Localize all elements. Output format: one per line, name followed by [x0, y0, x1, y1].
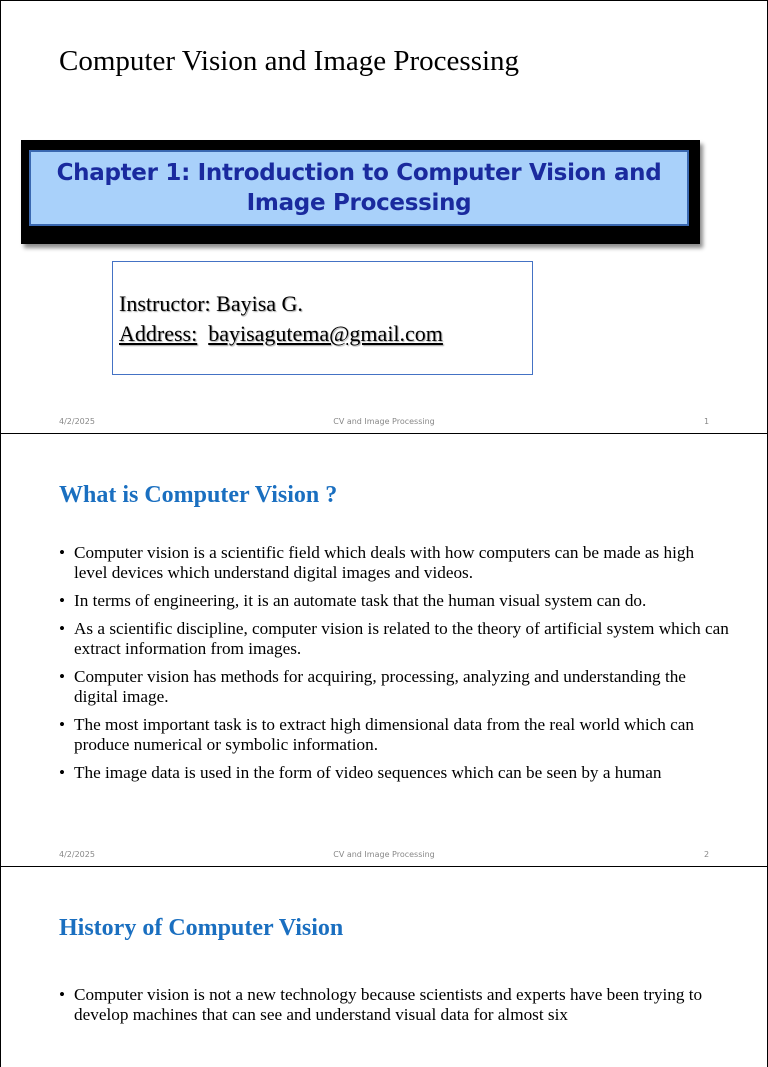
- footer-date: 4/2/2025: [59, 850, 95, 859]
- footer-page-number: 2: [704, 850, 710, 859]
- bullet-list: [59, 543, 729, 791]
- slide-3: [0, 866, 768, 1067]
- email-link[interactable]: bayisagutema@gmail.com: [208, 321, 443, 346]
- chapter-title-line-2: Image Processing: [246, 190, 472, 216]
- bullet-item: • Computer vision is a scientific field which deals with how computers can be made as high level devices which understand digital images and videos.: [59, 543, 729, 583]
- address-label: Address:: [119, 321, 198, 346]
- chapter-title: [57, 158, 662, 218]
- slide-1: [0, 0, 768, 434]
- bullet-item: • The image data is used in the form of video sequences which can be seen by a human: [59, 763, 729, 783]
- bullet-list: [59, 985, 729, 1033]
- bullet-item: • Computer vision is not a new technology because scientists and experts have been trying to develop machines that can see and understand visual data for almost six: [59, 985, 729, 1025]
- chapter-banner: [21, 140, 700, 244]
- bullet-item: • Computer vision has methods for acquiring, processing, analyzing and understanding the digital image.: [59, 667, 729, 707]
- bullet-item: • As a scientific discipline, computer vision is related to the theory of artificial system which can extract information from images.: [59, 619, 729, 659]
- slide-title: What is Computer Vision ?: [59, 482, 338, 508]
- bullet-item: • In terms of engineering, it is an automate task that the human visual system can do.: [59, 591, 729, 611]
- address-line: [119, 321, 443, 347]
- instructor-box: [112, 261, 533, 375]
- chapter-banner-inner: [29, 150, 689, 226]
- footer-date: 4/2/2025: [59, 417, 95, 426]
- chapter-title-line-1: Chapter 1: Introduction to Computer Vision and: [56, 160, 662, 186]
- instructor-name: Instructor: Bayisa G.: [119, 291, 303, 316]
- footer-title: CV and Image Processing: [333, 417, 435, 426]
- footer-page-number: 1: [704, 417, 710, 426]
- bullet-item: • The most important task is to extract high dimensional data from the real world which can produce numerical or symbolic information.: [59, 715, 729, 755]
- footer-title: CV and Image Processing: [333, 850, 435, 859]
- slide-title: Computer Vision and Image Processing: [59, 45, 520, 77]
- slide-2: [0, 433, 768, 867]
- slide-title: History of Computer Vision: [59, 915, 344, 941]
